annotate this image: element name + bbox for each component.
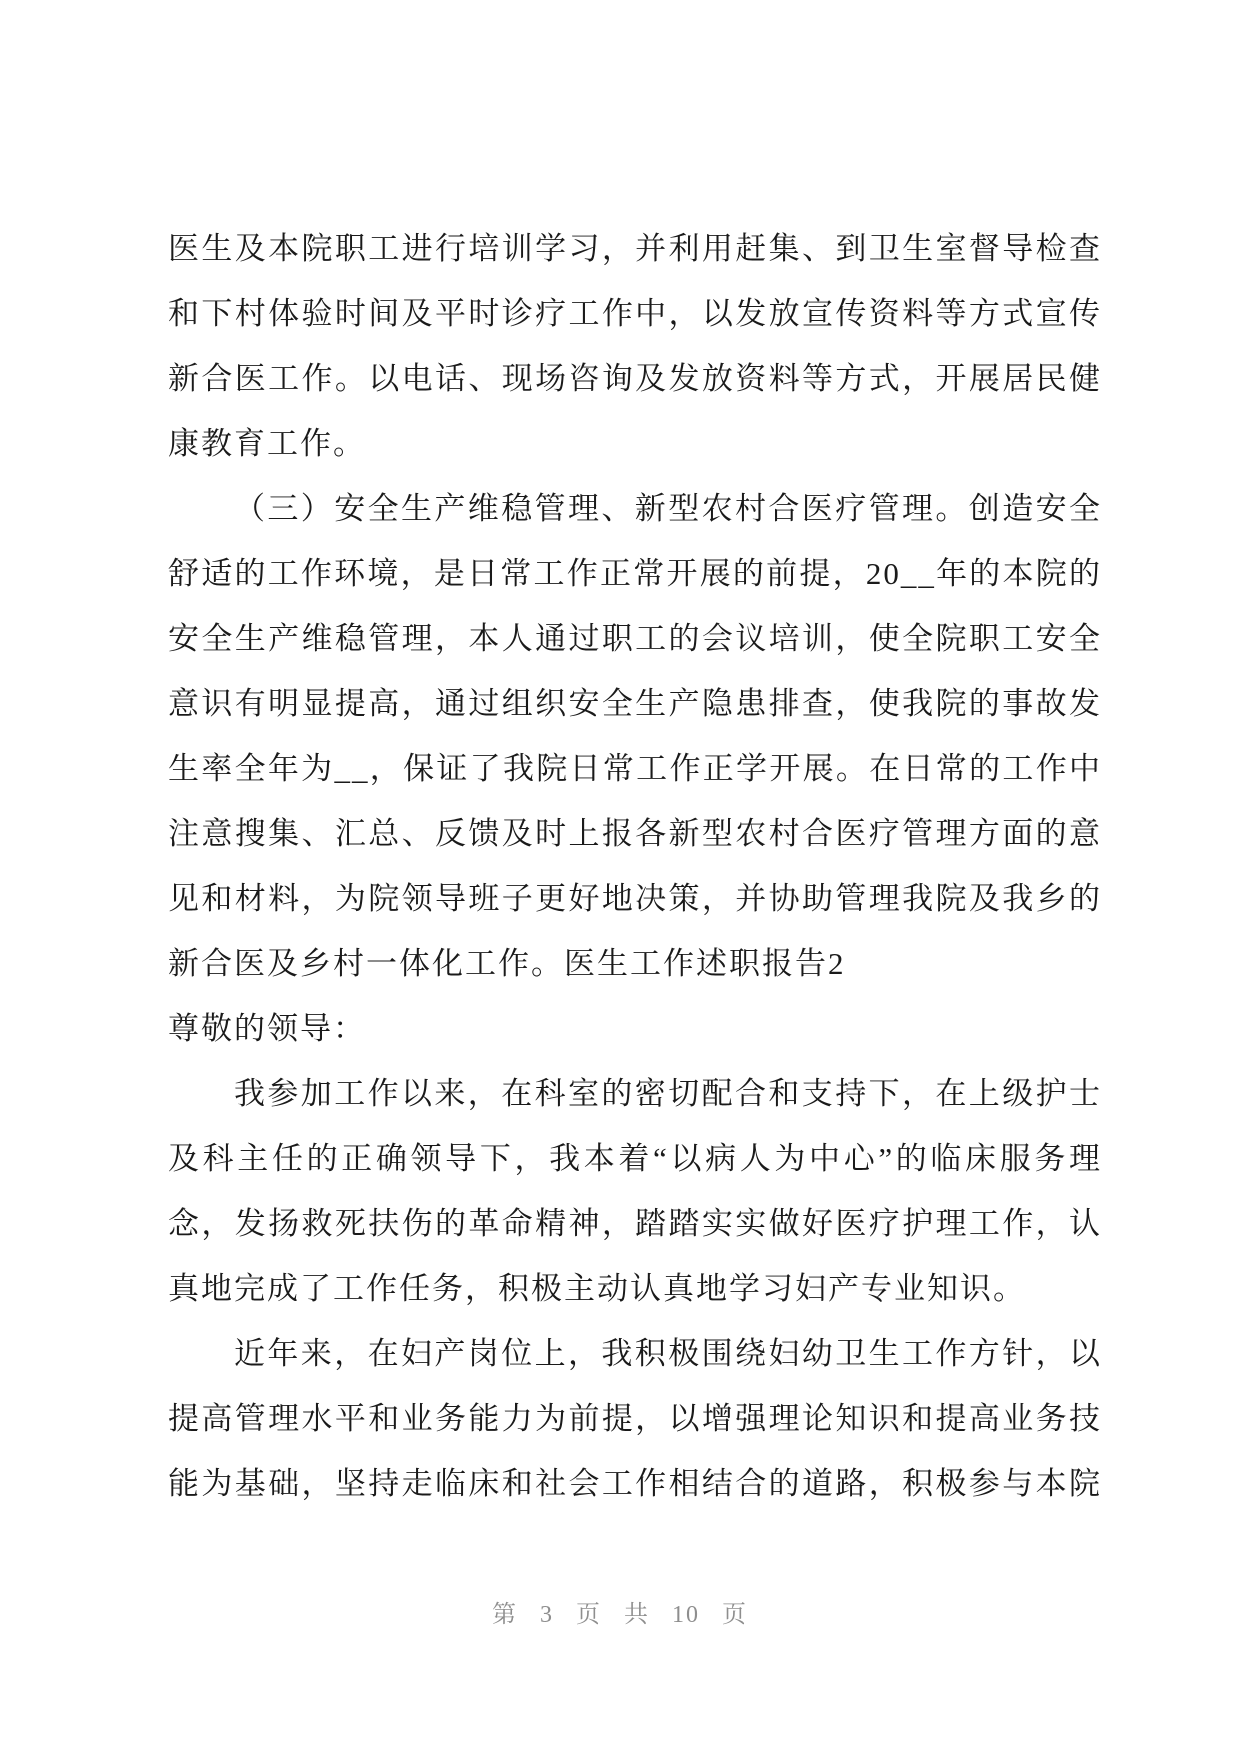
text-line: 和下村体验时间及平时诊疗工作中，以发放宣传资料等方式宣传: [168, 296, 1102, 331]
text-line: 新合医工作。以电话、现场咨询及发放资料等方式，开展居民健: [168, 361, 1102, 396]
text-line: 提高管理水平和业务能力为前提，以增强理论知识和提高业务技: [168, 1401, 1102, 1436]
text-line: 能为基础，坚持走临床和社会工作相结合的道路，积极参与本院: [168, 1466, 1102, 1501]
text-line: 念，发扬救死扶伤的革命精神，踏踏实实做好医疗护理工作，认: [168, 1206, 1102, 1241]
text-line: 舒适的工作环境，是日常工作正常开展的前提，20__年的本院的: [168, 556, 1102, 591]
text-line: 尊敬的领导：: [168, 1011, 366, 1046]
text-line: 医生及本院职工进行培训学习，并利用赶集、到卫生室督导检查: [168, 231, 1102, 266]
text-line: 生率全年为__，保证了我院日常工作正学开展。在日常的工作中: [168, 751, 1102, 786]
text-line: 意识有明显提高，通过组织安全生产隐患排查，使我院的事故发: [168, 686, 1102, 721]
document-body: [168, 216, 1102, 1516]
text-line: 见和材料，为院领导班子更好地决策，并协助管理我院及我乡的: [168, 881, 1102, 916]
text-line: 安全生产维稳管理，本人通过职工的会议培训，使全院职工安全: [168, 621, 1102, 656]
text-line: 新合医及乡村一体化工作。医生工作述职报告2: [168, 946, 846, 981]
text-line: 康教育工作。: [168, 426, 366, 461]
text-line: （三）安全生产维稳管理、新型农村合医疗管理。创造安全: [234, 491, 1102, 526]
text-line: 及科主任的正确领导下，我本着“以病人为中心”的临床服务理: [168, 1141, 1102, 1176]
text-line: 注意搜集、汇总、反馈及时上报各新型农村合医疗管理方面的意: [168, 816, 1102, 851]
text-line: 我参加工作以来，在科室的密切配合和支持下，在上级护士: [234, 1076, 1102, 1111]
text-line: 真地完成了工作任务，积极主动认真地学习妇产专业知识。: [168, 1271, 1026, 1306]
text-line: 近年来，在妇产岗位上，我积极围绕妇幼卫生工作方针，以: [234, 1336, 1102, 1371]
page-number-footer: 第 3 页 共 10 页: [492, 1602, 748, 1628]
